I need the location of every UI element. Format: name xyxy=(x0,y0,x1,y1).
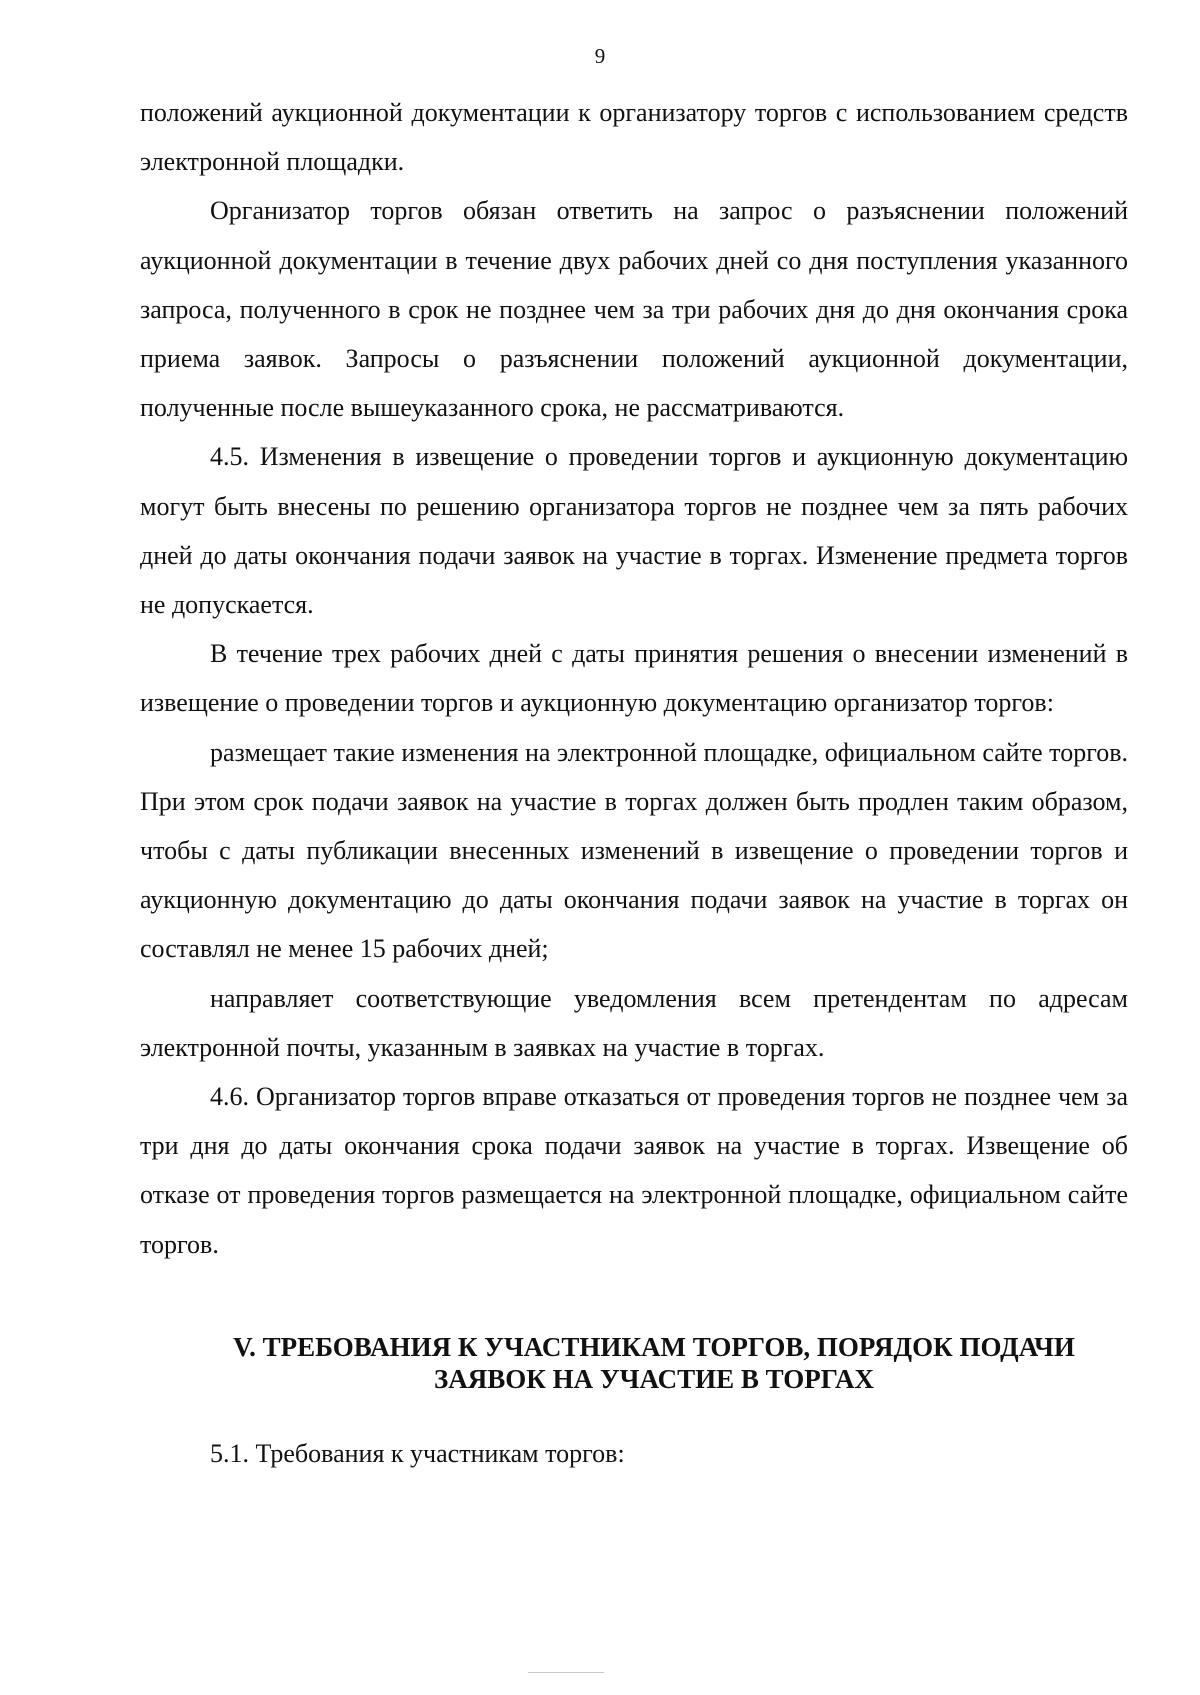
paragraph-continuation: положений аукционной документации к организатору торгов с использованием средств электронной площадки. xyxy=(140,98,1128,177)
paragraph-sends-notifications: направляет соответствующие уведомления всем претендентам по адресам электронной почты, указанным в заявках на участие в торгах. xyxy=(140,983,1128,1062)
section-heading xyxy=(140,1331,1128,1395)
paragraph-4-5: 4.5. Изменения в извещение о проведении торгов и аукционную документацию могут быть внесены по решению организатора торгов не позднее чем за пять рабочих дней до даты окончания подачи заявок на участие в торгах. Изменение предмета торгов не допускается. xyxy=(140,442,1128,620)
paragraph-publishes-changes: размещает такие изменения на электронной площадке, официальном сайте торгов. При этом срок подачи заявок на участие в торгах должен быть продлен таким образом, чтобы с даты публикации внесенных изменений в извещение о проведении торгов и аукционную документацию до даты окончания подачи заявок на участие в торгах он составлял не менее 15 рабочих дней; xyxy=(140,737,1128,964)
paragraph-organizer-obligation: Организатор торгов обязан ответить на запрос о разъяснении положений аукционной документации в течение двух рабочих дней со дня поступления указанного запроса, полученного в срок не позднее чем за три рабочих дня до дня окончания срока приема заявок. Запросы о разъяснении положений аукционной документации, полученные после вышеуказанного срока, не рассматриваются. xyxy=(140,196,1128,423)
section-heading-line-2: ЗАЯВОК НА УЧАСТИЕ В ТОРГАХ xyxy=(433,1363,875,1394)
scan-artifact-line xyxy=(528,1672,604,1673)
paragraph-4-6: 4.6. Организатор торгов вправе отказаться от проведения торгов не позднее чем за три дня до даты окончания срока подачи заявок на участие в торгах. Извещение об отказе от проведения торгов размещается на электронной площадке, официальном сайте торгов. xyxy=(140,1082,1128,1259)
paragraph-5-1: 5.1. Требования к участникам торгов: xyxy=(210,1438,625,1468)
document-body xyxy=(140,88,1128,1478)
page-number: 9 xyxy=(594,44,606,68)
section-heading-line-1: V. ТРЕБОВАНИЯ К УЧАСТНИКАМ ТОРГОВ, ПОРЯДОК ПОДАЧИ xyxy=(233,1331,1075,1362)
paragraph-three-days: В течение трех рабочих дней с даты принятия решения о внесении изменений в извещение о проведении торгов и аукционную документацию организатор торгов: xyxy=(140,639,1128,718)
